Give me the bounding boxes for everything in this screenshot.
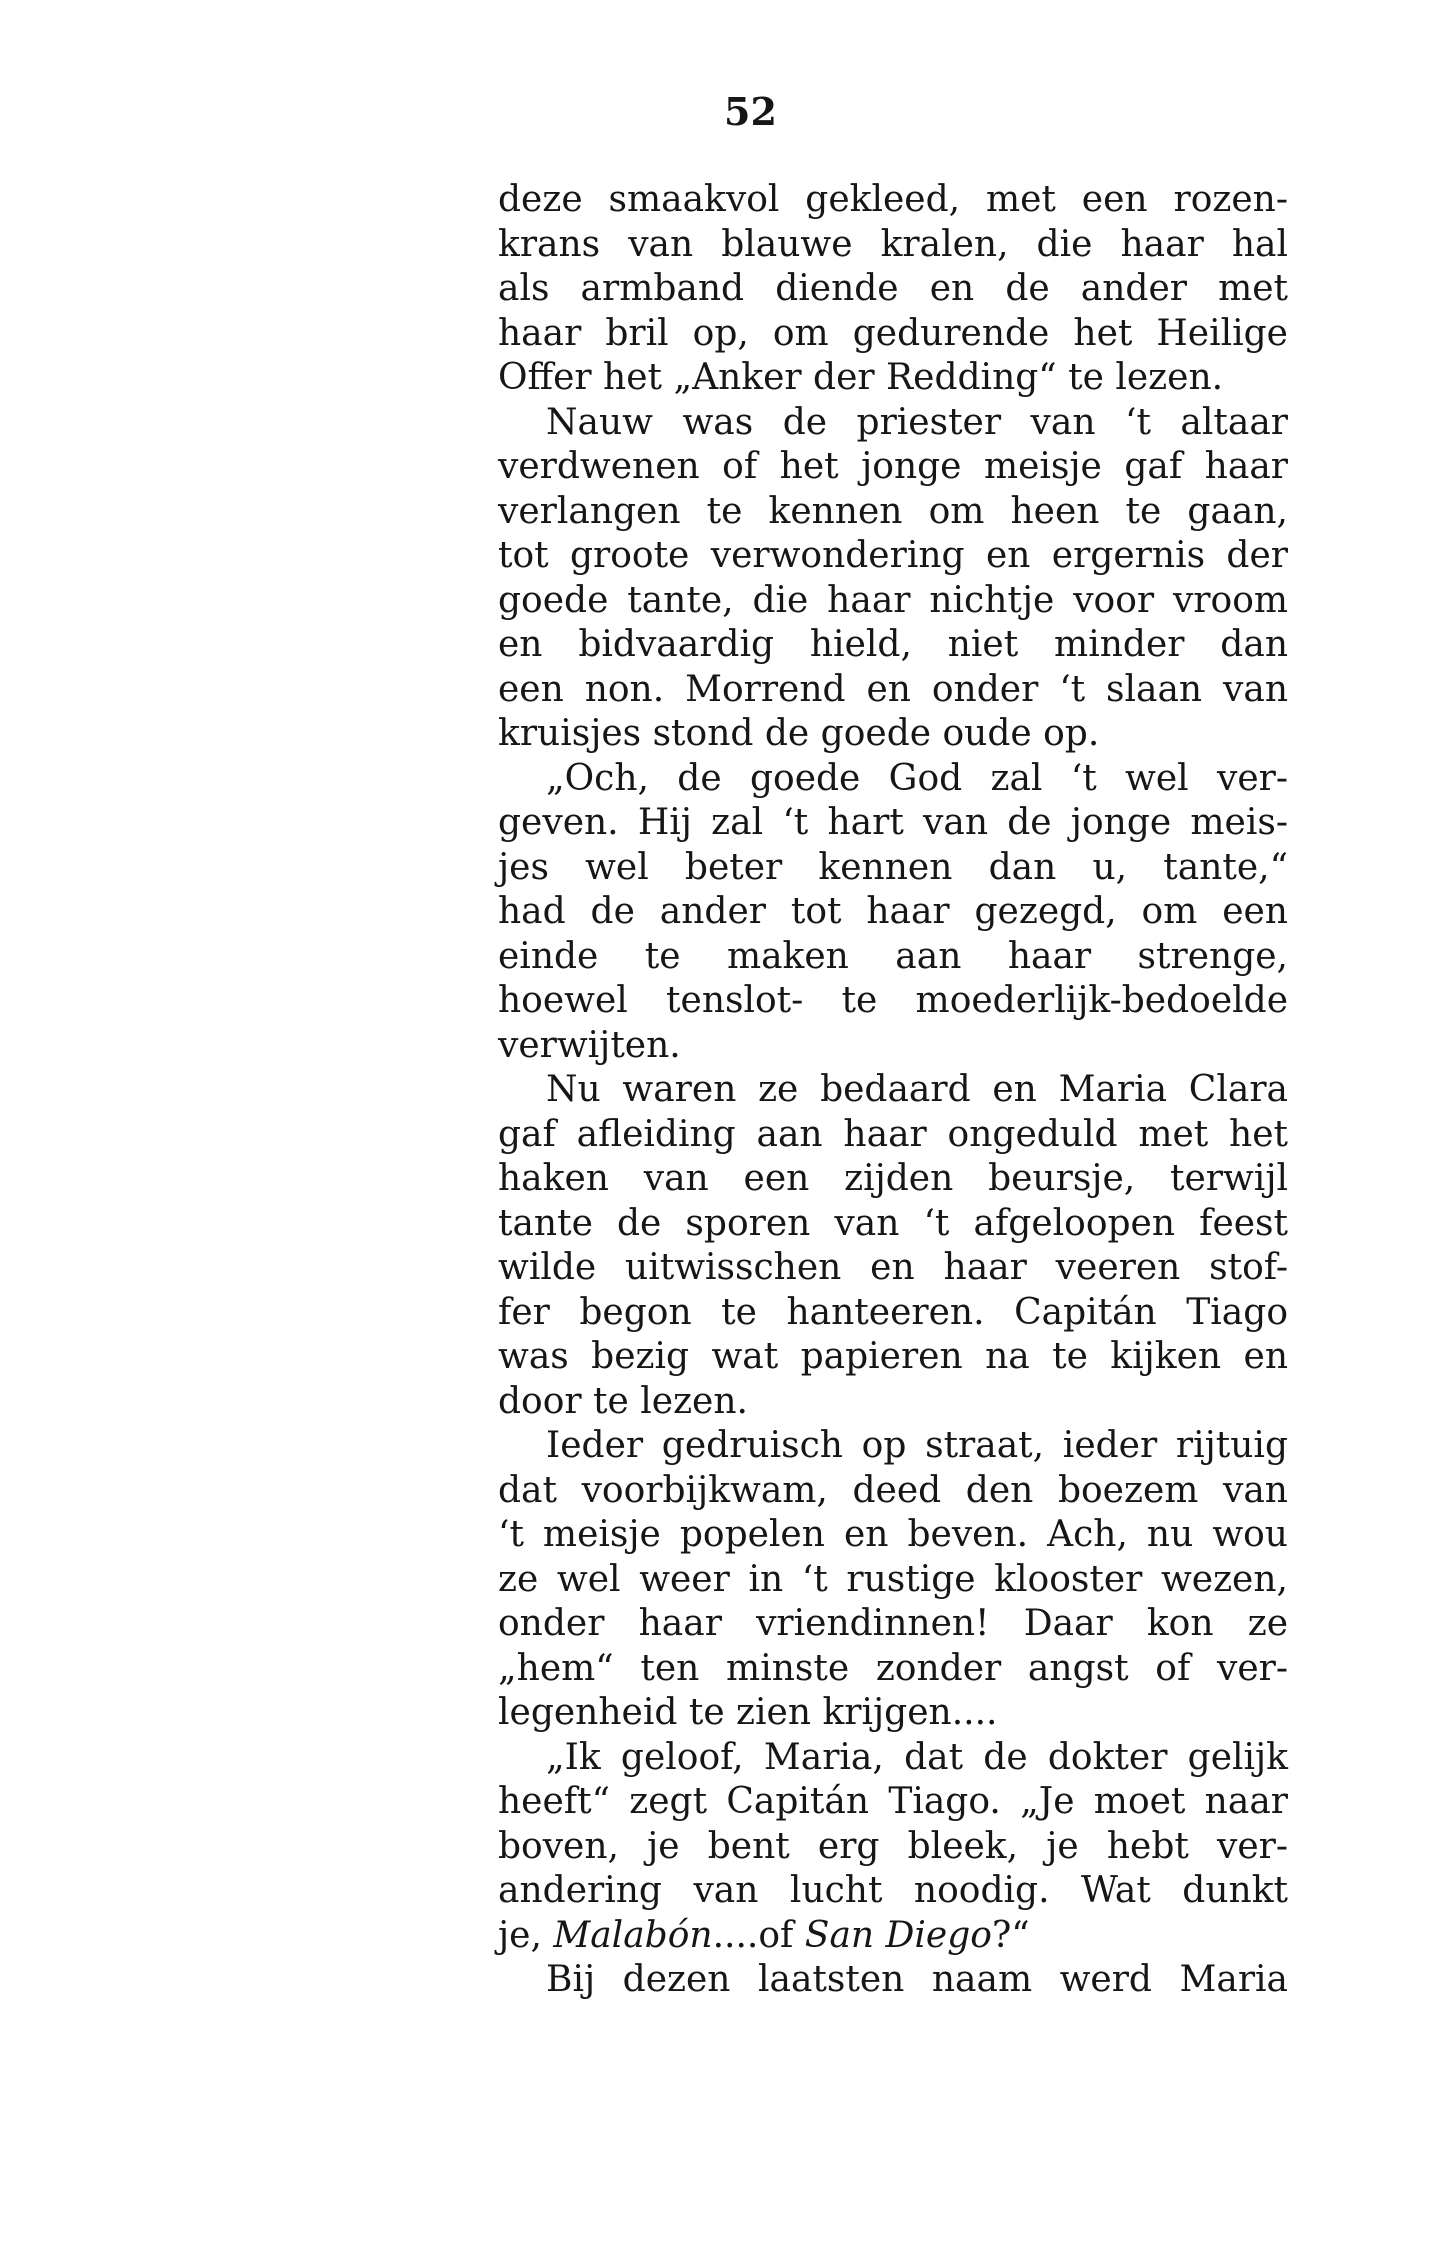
text-line: en bidvaardig hield, niet minder dan bbox=[498, 624, 1288, 665]
page-number: 52 bbox=[724, 89, 777, 134]
text-line: ze wel weer in ‘t rustige klooster wezen, bbox=[498, 1558, 1288, 1600]
text-line: geven. Hij zal ‘t hart van de jonge meis- bbox=[498, 802, 1288, 843]
text-line: deze smaakvol gekleed, met een rozen- bbox=[498, 179, 1288, 220]
text-line: wilde uitwisschen en haar veeren stof- bbox=[498, 1247, 1288, 1288]
text-line-mixed bbox=[498, 1914, 1288, 1959]
text-line: onder haar vriendinnen! Daar kon ze bbox=[498, 1603, 1288, 1644]
text-line: gaf afleiding aan haar ongeduld met het bbox=[498, 1113, 1288, 1155]
text-line: dat voorbijkwam, deed den boezem van bbox=[498, 1469, 1288, 1511]
text-line: hoewel tenslot- te moederlijk-bedoelde bbox=[498, 980, 1288, 1021]
text-line: jes wel beter kennen dan u, tante,“ bbox=[498, 846, 1288, 888]
text-line: Nu waren ze bedaard en Maria Clara bbox=[546, 1069, 1288, 1110]
text-line: haar bril op, om gedurende het Heilige bbox=[498, 312, 1288, 354]
body-text bbox=[498, 178, 1288, 2003]
text-line: tante de sporen van ‘t afgeloopen feest bbox=[498, 1202, 1288, 1244]
text-line: was bezig wat papieren na te kijken en bbox=[498, 1336, 1288, 1377]
place-name-italic: San Diego bbox=[804, 1914, 992, 1956]
text-line: Ieder gedruisch op straat, ieder rijtuig bbox=[546, 1425, 1288, 1466]
text-line: heeft“ zegt Capitán Tiago. „Je moet naar bbox=[498, 1781, 1288, 1822]
text-line: verwijten. bbox=[498, 1024, 681, 1066]
text-line: einde te maken aan haar strenge, bbox=[498, 935, 1288, 977]
text-line: „Ik geloof, Maria, dat de dokter gelijk bbox=[546, 1736, 1288, 1778]
text-line: „Och, de goede God zal ‘t wel ver- bbox=[546, 757, 1288, 799]
text-line: fer begon te hanteeren. Capitán Tiago bbox=[498, 1291, 1288, 1333]
text-line: door te lezen. bbox=[498, 1380, 748, 1422]
text-line: boven, je bent erg bleek, je hebt ver- bbox=[498, 1825, 1288, 1867]
text-line: ‘t meisje popelen en beven. Ach, nu wou bbox=[498, 1514, 1288, 1555]
text-line: krans van blauwe kralen, die haar hal bbox=[498, 223, 1288, 265]
text-fragment: je, bbox=[498, 1914, 554, 1956]
text-line: tot groote verwondering en ergernis der bbox=[498, 535, 1288, 576]
text-line: legenheid te zien krijgen.... bbox=[498, 1692, 998, 1733]
text-line: verlangen te kennen om heen te gaan, bbox=[498, 490, 1288, 532]
text-line: een non. Morrend en onder ‘t slaan van bbox=[498, 668, 1288, 710]
text-line: verdwenen of het jonge meisje gaf haar bbox=[498, 446, 1288, 487]
place-name-italic: Malabón bbox=[553, 1914, 713, 1956]
text-line: als armband diende en de ander met bbox=[498, 268, 1288, 309]
text-fragment: ....of bbox=[712, 1914, 805, 1956]
text-fragment: ?“ bbox=[991, 1914, 1030, 1956]
text-line: kruisjes stond de goede oude op. bbox=[498, 713, 1100, 754]
text-line: had de ander tot haar gezegd, om een bbox=[498, 891, 1288, 932]
text-line: Nauw was de priester van ‘t altaar bbox=[546, 401, 1288, 443]
text-line: „hem“ ten minste zonder angst of ver- bbox=[498, 1647, 1288, 1689]
text-line: andering van lucht noodig. Wat dunkt bbox=[498, 1870, 1288, 1911]
text-line: Bij dezen laatsten naam werd Maria bbox=[546, 1959, 1288, 2000]
text-line: Offer het „Anker der Redding“ te lezen. bbox=[498, 357, 1224, 398]
text-line: goede tante, die haar nichtje voor vroom bbox=[498, 579, 1288, 621]
text-line: haken van een zijden beursje, terwijl bbox=[498, 1158, 1288, 1199]
